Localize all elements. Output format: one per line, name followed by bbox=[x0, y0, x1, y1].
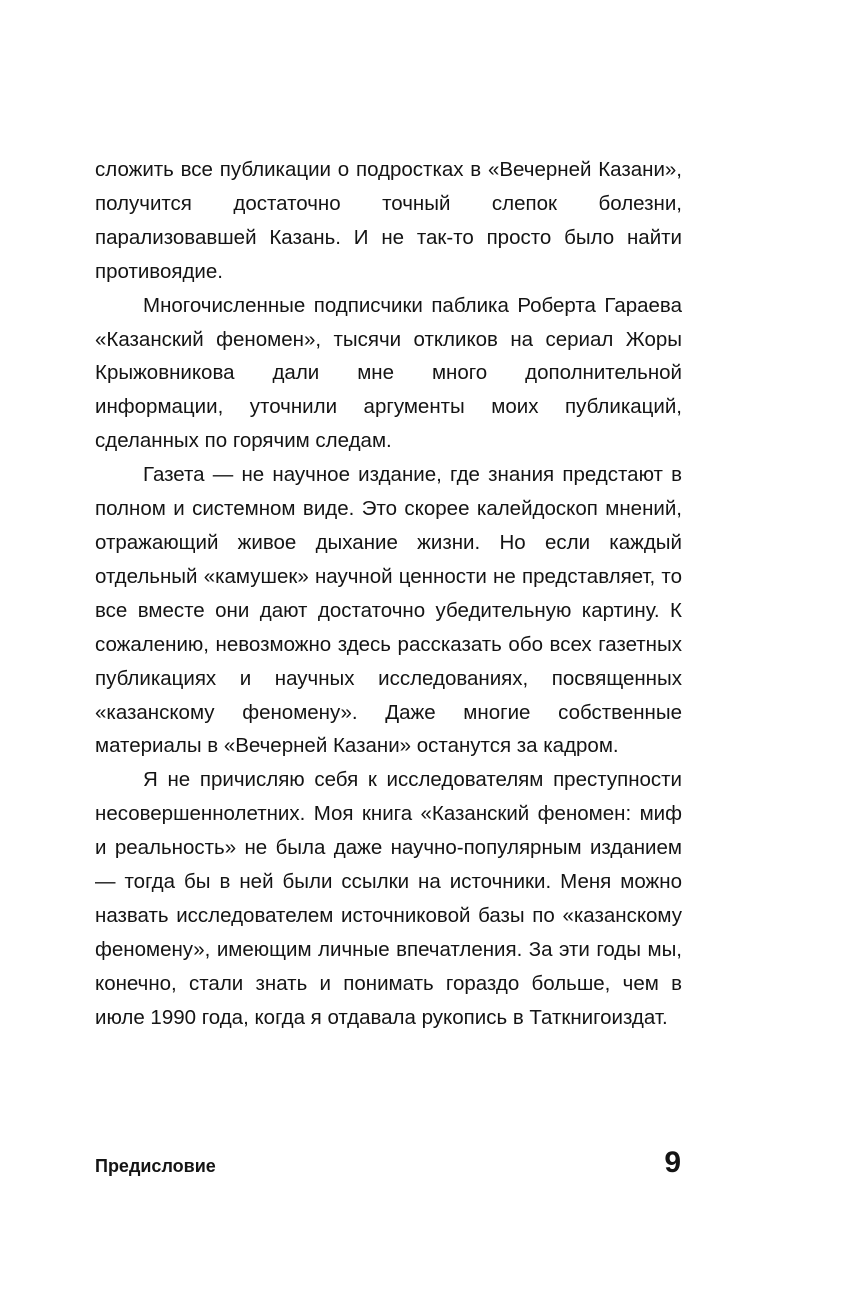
page-number: 9 bbox=[664, 1146, 681, 1179]
body-text bbox=[95, 153, 682, 1035]
paragraph: Многочисленные подписчики паблика Роберта Гараева «Казанский феномен», тысячи откликов на сериал Жоры Крыжовникова дали мне много дополнительной информации, уточнили аргументы моих публикаций, сделанных по горячим следам. bbox=[95, 293, 682, 453]
paragraph-continuation: сложить все публикации о подростках в «Вечерней Казани», получится достаточно точный слепок болезни, парализовавшей Казань. И не так-то просто было найти противоядие. bbox=[95, 158, 682, 283]
paragraph: Газета — не научное издание, где знания предстают в полном и системном виде. Это скорее калейдоскоп мнений, отражающий живое дыхание жизни. Но если каждый отдельный «камушек» научной ценности не представляет, то все вместе они дают достаточно убедительную картину. К сожалению, невозможно здесь рассказать обо всех газетных публикациях и научных исследованиях, посвященных «казанскому феномену». Даже многие собственные материалы в «Вечерней Казани» останутся за кадром. bbox=[95, 463, 682, 758]
paragraph: Я не причисляю себя к исследователям преступности несовершеннолетних. Моя книга «Казанский феномен: миф и реальность» не была даже научно-популярным изданием — тогда бы в ней были ссылки на источники. Меня можно назвать исследователем источниковой базы по «казанскому феномену», имеющим личные впечатления. За эти годы мы, конечно, стали знать и понимать гораздо больше, чем в июле 1990 года, когда я отдавала рукопись в Таткнигоиздат. bbox=[95, 768, 682, 1029]
running-footer-section-title: Предисловие bbox=[95, 1156, 216, 1176]
